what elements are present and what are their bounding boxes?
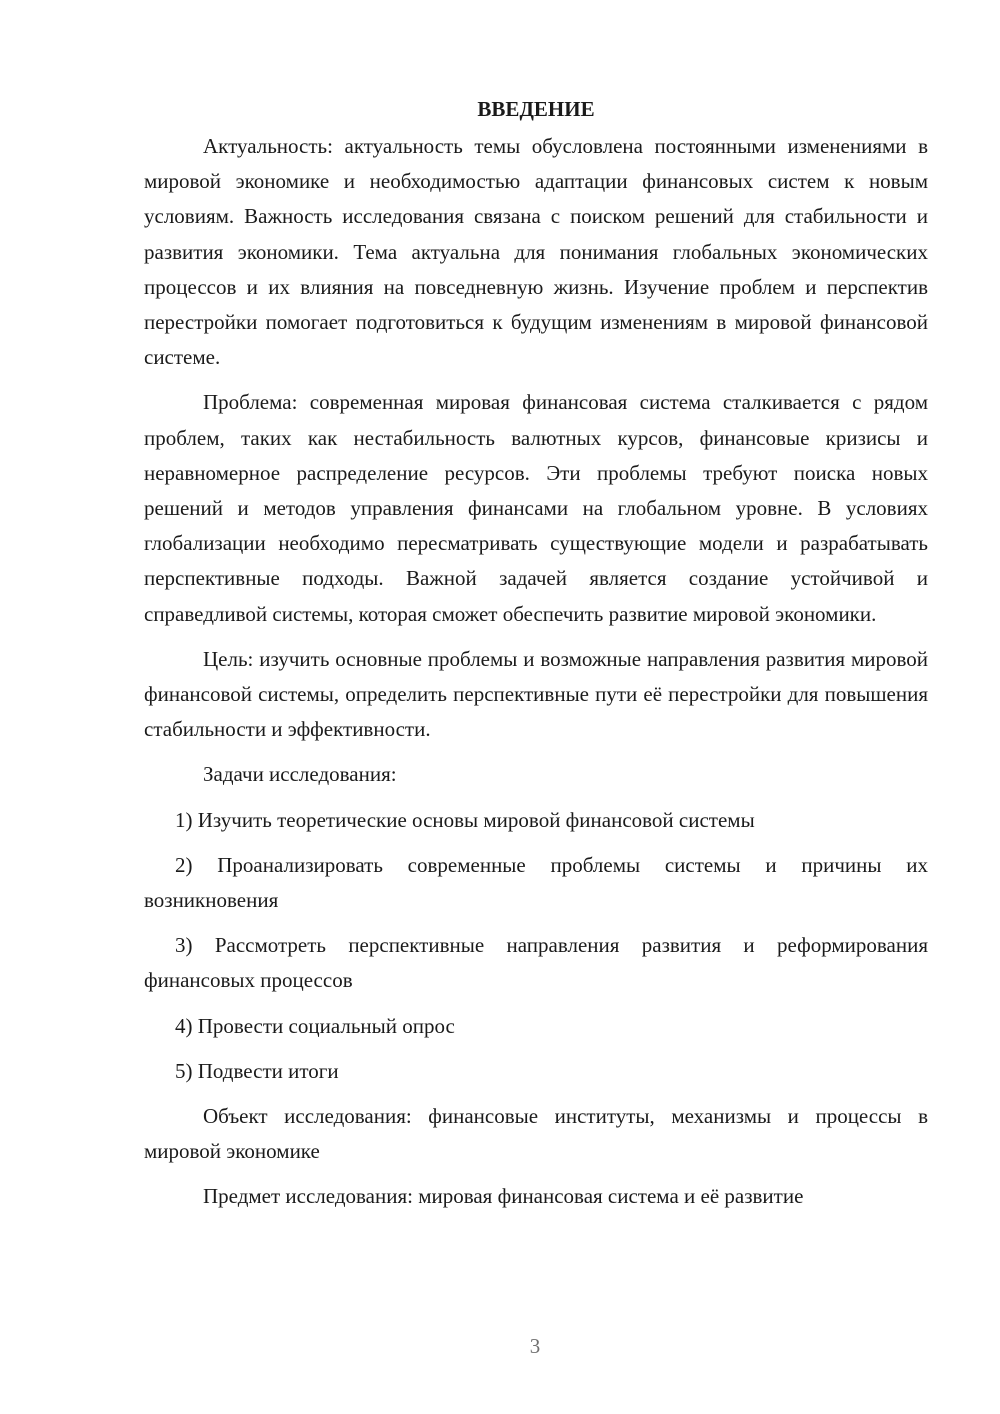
document-page (144, 92, 928, 1225)
research-object-paragraph: Объект исследования: финансовые институты, механизмы и процессы в мировой экономике (144, 1104, 928, 1164)
task-item: 1) Изучить теоретические основы мировой финансовой системы (175, 807, 755, 832)
task-item: 4) Провести социальный опрос (175, 1013, 455, 1038)
task-item: 2) Проанализировать современные проблемы системы и причины их возникновения (144, 852, 928, 913)
page-number: 3 (529, 1334, 541, 1358)
task-item: 3) Рассмотреть перспективные направления развития и реформирования финансовых процессов (144, 933, 928, 993)
problem-paragraph: Проблема: современная мировая финансовая система сталкивается с рядом проблем, таких как нестабильность валютных курсов, финансовые кризисы и неравномерное распределение ресурсов. Эти проблемы требуют поиска новых решений и методов управления финансами на глобальном уровне. В условиях глобализации необходимо пересматривать существующие модели и разрабатывать перспективные подходы. Важной задачей является создание устойчивой и справедливой системы, которая сможет обеспечить развитие мировой экономики. (144, 390, 928, 626)
relevance-paragraph: Актуальность: актуальность темы обусловлена постоянными изменениями в мировой экономике и необходимостью адаптации финансовых систем к новым условиям. Важность исследования связана с поиском решений для стабильности и развития экономики. Тема актуальна для понимания глобальных экономических процессов и их влияния на повседневную жизнь. Изучение проблем и перспектив перестройки помогает подготовиться к будущим изменениям в мировой финансовой системе. (144, 134, 928, 370)
tasks-heading: Задачи исследования: (203, 762, 397, 787)
research-subject-paragraph: Предмет исследования: мировая финансовая система и её развитие (203, 1184, 804, 1209)
task-item: 5) Подвести итоги (175, 1058, 339, 1083)
section-title: ВВЕДЕНИЕ (477, 97, 595, 121)
goal-paragraph: Цель: изучить основные проблемы и возможные направления развития мировой финансовой системы, определить перспективные пути её перестройки для повышения стабильности и эффективности. (144, 646, 928, 742)
